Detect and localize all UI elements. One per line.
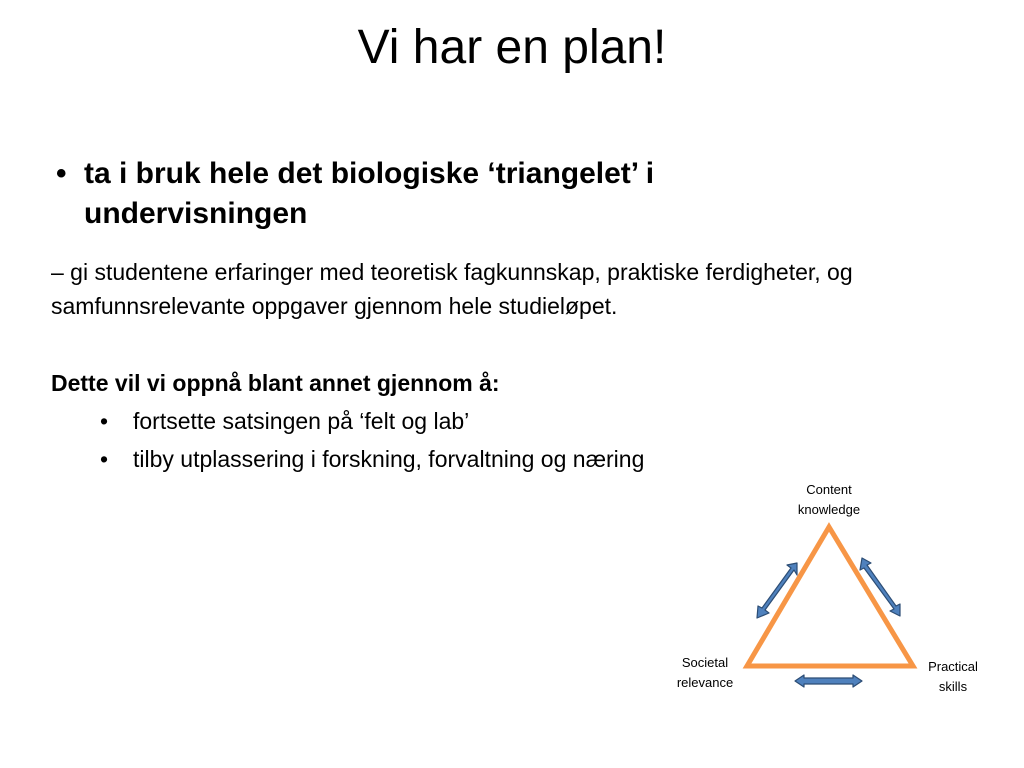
bullet-glyph: • — [56, 157, 67, 190]
societal-relevance-label: Societal relevance — [676, 655, 734, 690]
slide-title: Vi har en plan! — [357, 21, 667, 74]
bullet-glyph: • — [100, 408, 109, 434]
bullet-glyph: • — [100, 446, 109, 472]
main-bullet-text: ta i bruk hele det biologiske ‘triangelet’ i undervisningen — [84, 157, 655, 230]
double-arrow-bottom — [795, 675, 862, 687]
body-paragraph: – gi studentene erfaringer med teoretisk fagkunnskap, praktiske ferdigheter, og samfunnsrelevante oppgaver gjennom hele studieløpet. — [51, 259, 853, 319]
practical-skills-label: Practical skills — [928, 659, 978, 694]
sub-bullet-text: fortsette satsingen på ‘felt og lab’ — [133, 408, 470, 434]
sub-bullet-text: tilby utplassering i forskning, forvaltning og næring — [133, 446, 645, 472]
content-knowledge-label: Content knowledge — [797, 482, 861, 517]
lead-text: Dette vil vi oppnå blant annet gjennom å: — [51, 370, 500, 396]
